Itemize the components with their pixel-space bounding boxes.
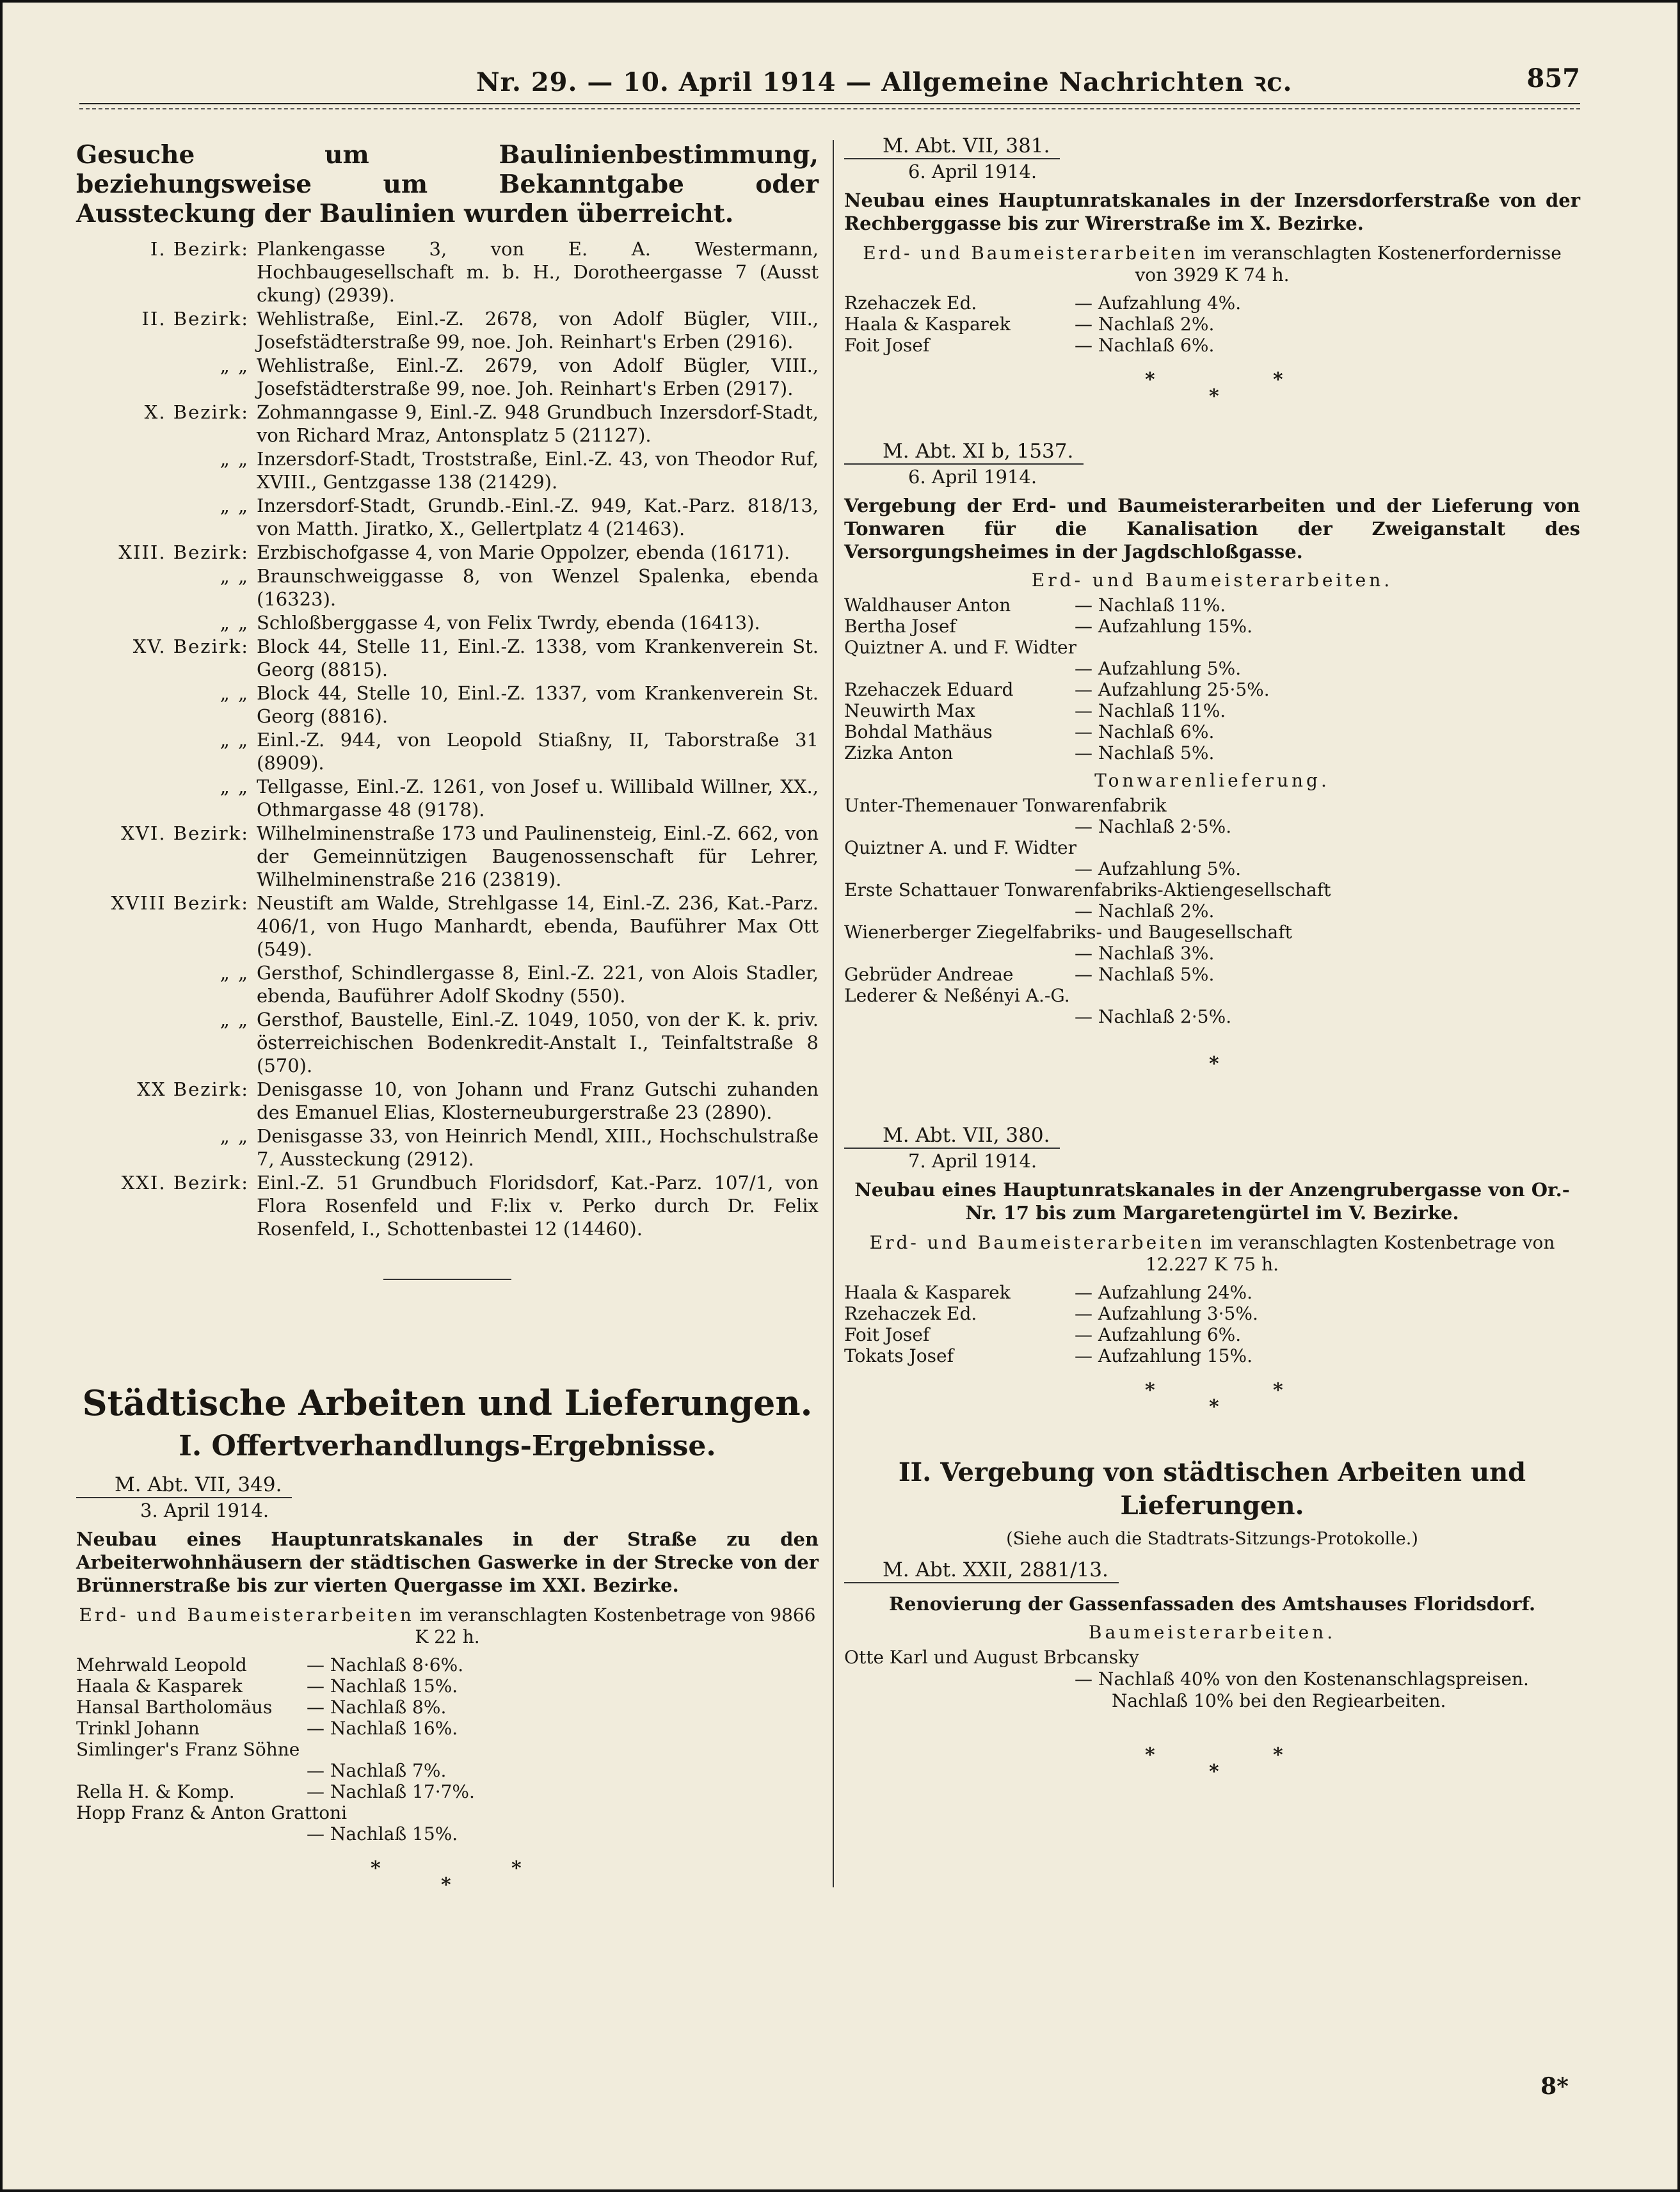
bid-row	[844, 314, 1241, 335]
bid-result: — Nachlaß 2%.	[1075, 314, 1215, 335]
star: *	[1209, 1396, 1219, 1418]
district-label: XVI. Bezirk:	[121, 822, 249, 844]
subheading-bau: Baumeisterarbeiten.	[1088, 1622, 1336, 1643]
district-text: Einl.-Z. 51 Grundbuch Floridsdorf, Kat.-Parz. 107/1, von Flora Rosenfeld und F:lix v. Perko durch Dr. Felix Rosenfeld, I., Schottenbastei 12 (14460).	[257, 1172, 819, 1240]
baulinien-section-title: Gesuche um Baulinienbestimmung, beziehungsweise um Bekanntgabe oder Aussteckung der Baulinien wurden überreicht.	[76, 140, 819, 228]
district-label: „ „	[220, 962, 249, 984]
entry-date: 6. April 1914.	[908, 466, 1037, 488]
district-text: Wehlistraße, Einl.-Z. 2679, von Adolf Bügler, VIII., Josefstädterstraße 99, noe. Joh. Reinhart's Erben (2917).	[257, 355, 819, 399]
bidder-name	[76, 1760, 307, 1781]
district-entry	[76, 611, 819, 634]
bid-table	[76, 1654, 475, 1844]
bidder-name: Quiztner A. und F. Widter	[844, 837, 1076, 858]
district-text: Denisgasse 10, von Johann und Franz Gutschi zuhanden des Emanuel Elias, Klosterneuburgerstraße 23 (2890).	[257, 1078, 819, 1123]
bid-result: — Aufzahlung 25·5%.	[1075, 679, 1270, 700]
subheading-ton: Tonwarenlieferung.	[1094, 770, 1330, 791]
bidder-name: Hopp Franz & Anton Grattoni	[76, 1802, 348, 1823]
bidder-name: Foit Josef	[844, 335, 930, 356]
district-entry	[76, 494, 819, 540]
bid-row	[844, 1345, 1258, 1366]
header-title: Nr. 29. — 10. April 1914 — Allgemeine Nachrichten ꝛc.	[476, 67, 1293, 97]
district-label: „ „	[220, 1125, 249, 1147]
paragraph-spaced: Erd- und Baumeisterarbeiten	[869, 1232, 1204, 1253]
star: *	[511, 1857, 522, 1880]
bidder-name: Zizka Anton	[844, 742, 954, 764]
bid-row	[76, 1739, 475, 1760]
bidder-name	[844, 900, 1075, 922]
bid-row	[844, 658, 1270, 679]
bid-row	[76, 1697, 475, 1718]
entry-title: Neubau eines Hauptunratskanales in der Anzengrubergasse von Or.-Nr. 17 bis zum Margaretengürtel im V. Bezirke.	[854, 1179, 1570, 1224]
star: *	[441, 1874, 451, 1896]
bid-result: — Aufzahlung 5%.	[1075, 858, 1242, 879]
entry-title: Neubau eines Hauptunratskanales in der Straße zu den Arbeiterwohnhäusern der städtischen Gaswerke in der Strecke von der Brünnerstraße bis zur vierten Quergasse im XXI. Bezirke.	[76, 1528, 819, 1596]
star: *	[1273, 1379, 1283, 1402]
entry-date: 7. April 1914.	[908, 1150, 1037, 1172]
district-entry	[76, 401, 819, 447]
bid-result: — Nachlaß 7%.	[307, 1760, 447, 1781]
bid-row	[76, 1654, 475, 1676]
district-text: Einl.-Z. 944, von Leopold Stiaßny, II, Taborstraße 31 (8909).	[257, 729, 819, 774]
district-list	[76, 237, 819, 1240]
district-text: Tellgasse, Einl.-Z. 1261, von Josef u. Willibald Willner, XX., Othmargasse 48 (9178).	[257, 776, 819, 820]
bid-result: — Nachlaß 6%.	[1075, 335, 1215, 356]
bidder-name: Lederer & Neßényi A.-G.	[844, 985, 1070, 1006]
district-entry	[76, 447, 819, 493]
bidder-name: Haala & Kasparek	[76, 1676, 243, 1697]
bidder-name: Erste Schattauer Tonwarenfabriks-Aktiengesellschaft	[844, 879, 1331, 900]
entry-paragraph	[76, 1604, 819, 1648]
result-line-1: — Nachlaß 40% von den Kostenanschlagspreisen.	[1075, 1668, 1529, 1690]
entry-ref: M. Abt. XXII, 2881/13.	[844, 1558, 1119, 1583]
bid-result: — Nachlaß 11%.	[1075, 595, 1226, 616]
district-entry	[76, 822, 819, 891]
bid-row	[844, 616, 1270, 637]
district-entry	[76, 682, 819, 728]
entry-381	[844, 134, 1580, 356]
district-label: X. Bezirk:	[144, 401, 249, 423]
district-text: Inzersdorf-Stadt, Troststraße, Einl.-Z. 43, von Theodor Ruf, XVIII., Gentzgasse 138 (21429).	[257, 448, 819, 493]
bid-row	[76, 1781, 475, 1802]
paragraph-rest: im veranschlagten Kostenbetrage von 12.227 K 75 h.	[1145, 1232, 1555, 1275]
star: *	[1145, 1744, 1155, 1766]
district-label: II. Bezirk:	[141, 308, 249, 330]
bid-table	[844, 595, 1270, 764]
bid-result: — Nachlaß 8%.	[307, 1697, 447, 1718]
bid-result: — Aufzahlung 3·5%.	[1075, 1303, 1258, 1324]
district-text: Schloßberggasse 4, von Felix Twrdy, ebenda (16413).	[257, 612, 760, 634]
entry-date: 6. April 1914.	[908, 161, 1037, 182]
district-text: Gersthof, Baustelle, Einl.-Z. 1049, 1050, von der K. k. priv. österreichischen Bodenkredit-Anstalt I., Teinfaltstraße 8 (570).	[257, 1009, 819, 1076]
district-label: „ „	[220, 1009, 249, 1030]
bid-row	[844, 943, 1331, 964]
bid-result: — Aufzahlung 15%.	[1075, 1345, 1252, 1366]
entry-title: Vergebung der Erd- und Baumeisterarbeiten und der Lieferung von Tonwaren für die Kanalisation der Zweiganstalt des Versorgungsheimes in der Jagdschloßgasse.	[844, 495, 1580, 563]
star: *	[1209, 385, 1219, 408]
signature-mark: 8*	[1540, 2073, 1569, 2100]
paragraph-spaced: Erd- und Baumeisterarbeiten	[79, 1604, 414, 1626]
bidder-name: Rzehaczek Ed.	[844, 1303, 977, 1324]
district-entry	[76, 237, 819, 307]
entry-1537	[844, 439, 1580, 1027]
district-entry	[76, 635, 819, 681]
bid-row	[844, 900, 1331, 922]
district-label: „ „	[220, 355, 249, 376]
subheading-erd: Erd- und Baumeisterarbeiten.	[1031, 570, 1393, 591]
bid-result: — Aufzahlung 5%.	[1075, 658, 1242, 679]
entry-title: Neubau eines Hauptunratskanales in der Inzersdorferstraße von der Rechberggasse bis zur Wirerstraße im X. Bezirke.	[844, 189, 1580, 234]
district-text: Wilhelminenstraße 173 und Paulinensteig, Einl.-Z. 662, von der Gemeinnützigen Baugenossenschaft für Lehrer, Wilhelminenstraße 216 (23819).	[257, 822, 819, 890]
paragraph-rest: im veranschlagten Kostenbetrage von 9866 K 22 h.	[415, 1604, 816, 1647]
entry-title: Renovierung der Gassenfassaden des Amtshauses Floridsdorf.	[888, 1593, 1536, 1615]
star-separator	[844, 369, 1580, 420]
bid-row	[844, 1282, 1258, 1303]
bidder-name: Waldhauser Anton	[844, 595, 1011, 616]
bid-result: — Nachlaß 6%.	[1075, 721, 1215, 742]
district-entry	[76, 1008, 819, 1077]
star-separator	[844, 1379, 1580, 1430]
star: *	[1273, 369, 1283, 391]
bid-row	[844, 292, 1241, 314]
district-label: „ „	[220, 776, 249, 797]
bidder-name: Hansal Bartholomäus	[76, 1697, 273, 1718]
section-note: (Siehe auch die Stadtrats-Sitzungs-Protokolle.)	[1006, 1529, 1418, 1549]
district-entry	[76, 354, 819, 400]
district-text: Wehlistraße, Einl.-Z. 2678, von Adolf Bügler, VIII., Josefstädterstraße 99, noe. Joh. Reinhart's Erben (2916).	[257, 308, 819, 353]
district-text: Gersthof, Schindlergasse 8, Einl.-Z. 221, von Alois Stadler, ebenda, Bauführer Adolf Skodny (550).	[257, 962, 819, 1007]
section-2	[844, 1456, 1580, 1712]
star: *	[1145, 1379, 1155, 1402]
bidder-name: Wienerberger Ziegelfabriks- und Baugesellschaft	[844, 922, 1292, 943]
district-entry	[76, 775, 819, 821]
bid-result: — Nachlaß 16%.	[307, 1718, 458, 1739]
bid-result: — Nachlaß 3%.	[1075, 943, 1215, 964]
star: *	[371, 1857, 381, 1880]
district-text: Erzbischofgasse 4, von Marie Oppolzer, ebenda (16171).	[257, 541, 790, 563]
star-separator	[844, 1053, 1580, 1091]
paragraph-spaced: Erd- und Baumeisterarbeiten	[863, 243, 1198, 264]
bid-row	[844, 795, 1331, 816]
bid-row	[844, 595, 1270, 616]
vergebung-title: II. Vergebung von städtischen Arbeiten und Lieferungen.	[898, 1457, 1526, 1521]
bid-result: — Nachlaß 17·7%.	[307, 1781, 475, 1802]
district-label: „ „	[220, 682, 249, 704]
bid-result: — Nachlaß 15%.	[307, 1823, 458, 1844]
bidder-name	[844, 816, 1075, 837]
entry-380	[844, 1123, 1580, 1366]
entry-ref: M. Abt. VII, 380.	[844, 1123, 1060, 1149]
district-label: „ „	[220, 729, 249, 751]
bidder-name: Neuwirth Max	[844, 700, 975, 721]
district-text: Block 44, Stelle 11, Einl.-Z. 1338, vom Krankenverein St. Georg (8815).	[257, 636, 819, 680]
star: *	[1273, 1744, 1283, 1766]
bid-result: — Nachlaß 2·5%.	[1075, 1006, 1232, 1027]
bid-row	[844, 637, 1270, 658]
star-separator	[76, 1857, 819, 1915]
entry-paragraph	[844, 243, 1580, 286]
bid-result: — Nachlaß 8·6%.	[307, 1654, 464, 1676]
column-divider	[833, 140, 834, 1887]
bidder-name: Haala & Kasparek	[844, 1282, 1011, 1303]
bid-row	[844, 837, 1331, 858]
entry-ref: M. Abt. XI b, 1537.	[844, 439, 1084, 465]
bid-result: — Nachlaß 5%.	[1075, 742, 1215, 764]
bidder-name: Trinkl Johann	[76, 1718, 200, 1739]
bid-table	[844, 292, 1241, 356]
district-entry	[76, 307, 819, 353]
bid-row	[76, 1802, 475, 1823]
bidder-name	[76, 1823, 307, 1844]
bid-result: — Aufzahlung 4%.	[1075, 292, 1242, 314]
bid-row	[844, 816, 1331, 837]
district-label: „ „	[220, 495, 249, 516]
bid-result: — Nachlaß 11%.	[1075, 700, 1226, 721]
bid-row	[76, 1823, 475, 1844]
bidder-name: Bertha Josef	[844, 616, 956, 637]
district-entry	[76, 1078, 819, 1124]
header-rule	[79, 103, 1580, 109]
bid-row	[844, 679, 1270, 700]
district-label: XIII. Bezirk:	[118, 541, 249, 563]
star: *	[1209, 1761, 1219, 1783]
bid-row	[844, 858, 1331, 879]
bid-row	[844, 879, 1331, 900]
district-label: XX Bezirk:	[137, 1078, 249, 1100]
left-column	[76, 134, 819, 1928]
bid-row	[844, 964, 1331, 985]
district-label: „ „	[220, 612, 249, 634]
district-label: XXI. Bezirk:	[121, 1172, 249, 1194]
bidder-name	[844, 1006, 1075, 1027]
bidder-name	[844, 943, 1075, 964]
bidder-name	[844, 658, 1075, 679]
bid-table	[844, 795, 1331, 1027]
bid-result: — Nachlaß 5%.	[1075, 964, 1215, 985]
bid-row	[844, 700, 1270, 721]
bid-row	[844, 985, 1331, 1006]
bidder-name: Rzehaczek Eduard	[844, 679, 1014, 700]
district-text: Inzersdorf-Stadt, Grundb.-Einl.-Z. 949, Kat.-Parz. 818/13, von Matth. Jiratko, X., Gellertplatz 4 (21463).	[257, 495, 819, 540]
entry-349	[76, 1473, 819, 1844]
page-header	[3, 63, 1680, 108]
entry-ref: M. Abt. VII, 349.	[76, 1473, 292, 1498]
right-column	[844, 134, 1580, 1808]
district-text: Braunschweiggasse 8, von Wenzel Spalenka, ebenda (16323).	[257, 565, 819, 610]
bid-row	[76, 1676, 475, 1697]
bidder-name: Quiztner A. und F. Widter	[844, 637, 1076, 658]
bid-result: — Nachlaß 2·5%.	[1075, 816, 1232, 837]
bidder-name: Gebrüder Andreae	[844, 964, 1014, 985]
bid-row	[844, 1303, 1258, 1324]
district-label: XV. Bezirk:	[132, 636, 249, 657]
staedtische-arbeiten-title: Städtische Arbeiten und Lieferungen.	[82, 1382, 813, 1423]
district-entry	[76, 1171, 819, 1240]
entry-ref: M. Abt. VII, 381.	[844, 134, 1060, 159]
entry-paragraph	[844, 1232, 1580, 1276]
bidder-name: Simlinger's Franz Söhne	[76, 1739, 300, 1760]
star: *	[1209, 1053, 1219, 1075]
bid-row	[844, 742, 1270, 764]
bidder-name	[844, 858, 1075, 879]
bidder-name: Bohdal Mathäus	[844, 721, 993, 742]
bid-result: — Aufzahlung 6%.	[1075, 1324, 1242, 1345]
district-label: „ „	[220, 565, 249, 587]
bidder-name: Tokats Josef	[844, 1345, 954, 1366]
bidder-name: Haala & Kasparek	[844, 314, 1011, 335]
district-text: Neustift am Walde, Strehlgasse 14, Einl.-Z. 236, Kat.-Parz. 406/1, von Hugo Manhardt, ebenda, Bauführer Max Ott (549).	[257, 892, 819, 960]
bidder-name: Mehrwald Leopold	[76, 1654, 247, 1676]
bid-result: — Aufzahlung 15%.	[1075, 616, 1252, 637]
district-entry	[76, 892, 819, 961]
bid-row	[844, 922, 1331, 943]
bidder-name: Rella H. & Komp.	[76, 1781, 235, 1802]
bidder-name: Rzehaczek Ed.	[844, 292, 977, 314]
entry-date: 3. April 1914.	[140, 1500, 269, 1521]
result-line-2: Nachlaß 10% bei den Regiearbeiten.	[1112, 1690, 1446, 1711]
district-entry	[76, 728, 819, 774]
bid-row	[844, 335, 1241, 356]
bid-table	[844, 1282, 1258, 1366]
district-label: I. Bezirk:	[150, 238, 249, 260]
district-text: Block 44, Stelle 10, Einl.-Z. 1337, vom Krankenverein St. Georg (8816).	[257, 682, 819, 727]
bid-result: — Nachlaß 15%.	[307, 1676, 458, 1697]
district-entry	[76, 541, 819, 564]
district-text: Denisgasse 33, von Heinrich Mendl, XIII., Hochschulstraße 7, Aussteckung (2912).	[257, 1125, 819, 1170]
district-label: XVIII Bezirk:	[111, 892, 249, 914]
offert-ergebnisse-title: I. Offertverhandlungs-Ergebnisse.	[179, 1430, 716, 1462]
star: *	[1145, 369, 1155, 391]
bidder-name: Unter-Themenauer Tonwarenfabrik	[844, 795, 1167, 816]
bid-result: — Nachlaß 2%.	[1075, 900, 1215, 922]
section-rule	[383, 1279, 511, 1280]
district-entry	[76, 961, 819, 1007]
paragraph-rest: im veranschlagten Kostenerfordernisse von 3929 K 74 h.	[1135, 243, 1562, 285]
district-entry	[76, 1124, 819, 1171]
bid-row	[844, 1324, 1258, 1345]
star-separator	[844, 1744, 1580, 1795]
bid-row	[76, 1760, 475, 1781]
page-number: 857	[1526, 63, 1580, 93]
bidder-name: Foit Josef	[844, 1324, 930, 1345]
district-text: Plankengasse 3, von E. A. Westermann, Hochbaugesellschaft m. b. H., Dorotheergasse 7 (Ausst ckung) (2939).	[257, 238, 819, 306]
bid-row	[844, 1006, 1331, 1027]
bid-row	[844, 721, 1270, 742]
district-entry	[76, 564, 819, 611]
bid-row	[76, 1718, 475, 1739]
bid-result: — Aufzahlung 24%.	[1075, 1282, 1252, 1303]
contractor-name: Otte Karl und August Brbcansky	[844, 1647, 1139, 1668]
district-text: Zohmanngasse 9, Einl.-Z. 948 Grundbuch Inzersdorf-Stadt, von Richard Mraz, Antonsplatz 5 (21127).	[257, 401, 819, 446]
district-label: „ „	[220, 448, 249, 470]
